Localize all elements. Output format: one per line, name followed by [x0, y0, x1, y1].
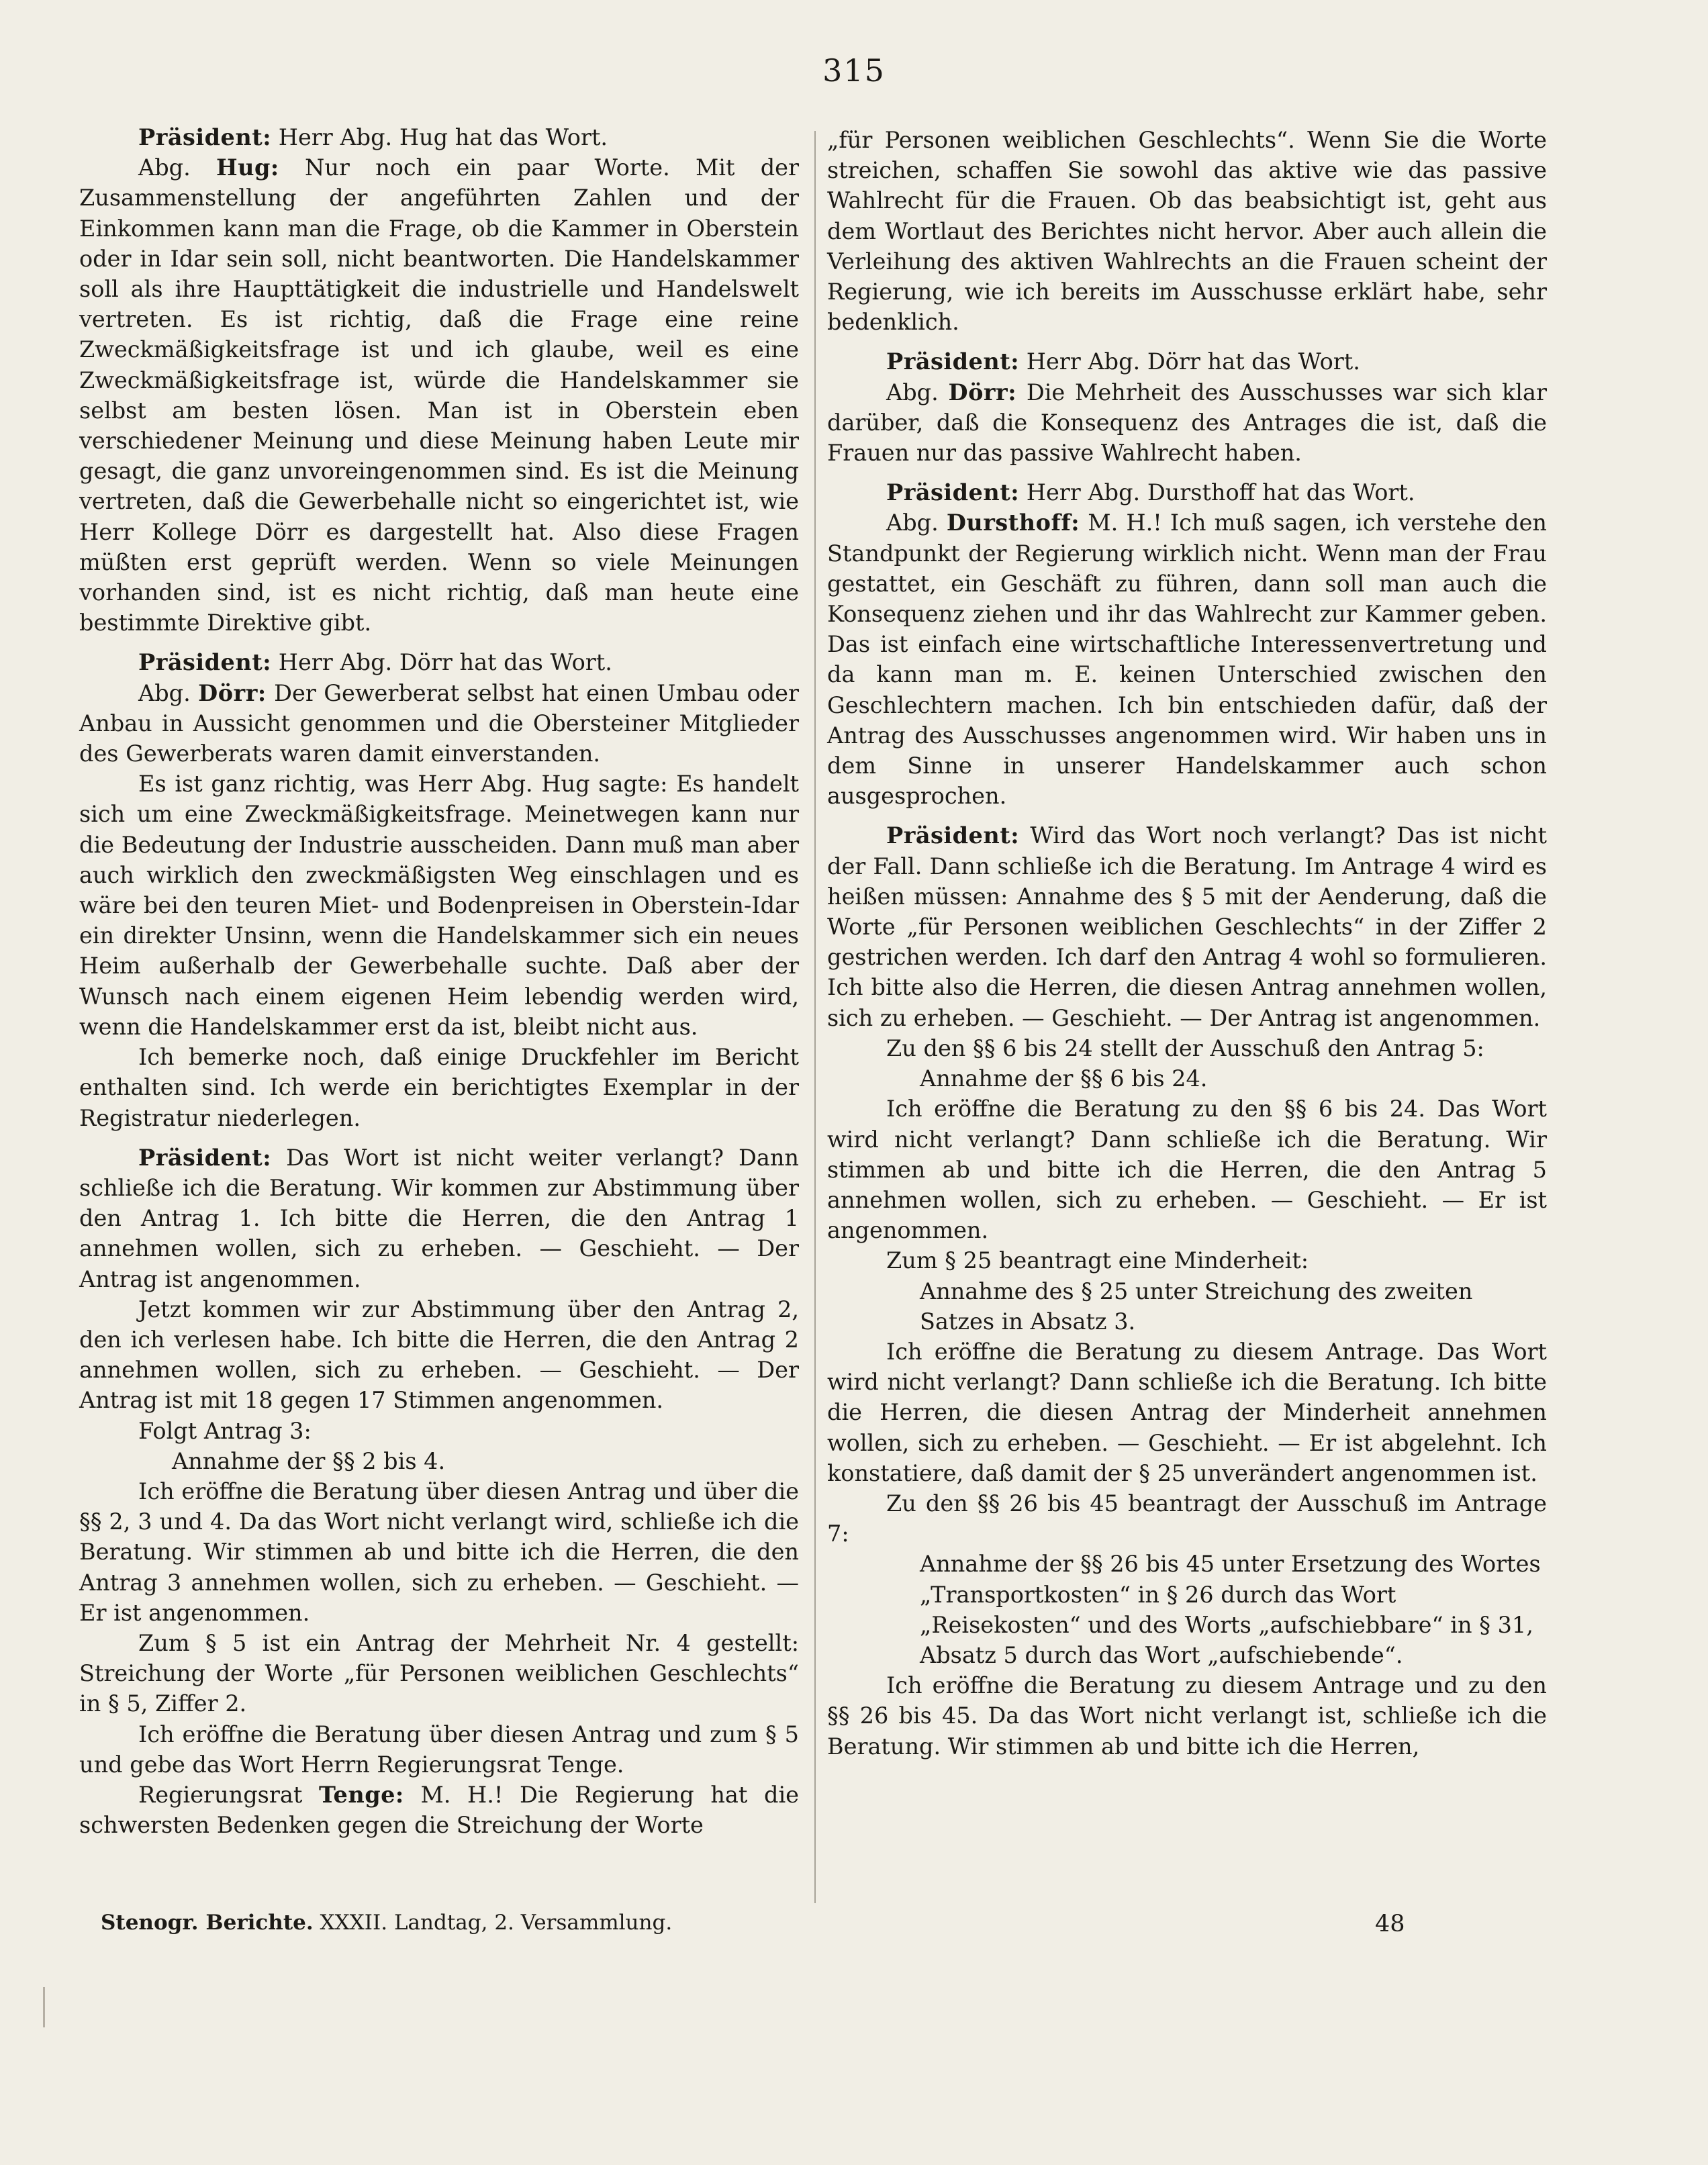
speaker-prefix: Abg. [886, 510, 947, 536]
paragraph: Es ist ganz richtig, was Herr Abg. Hug sagte: Es handelt sich um eine Zweckmäßigkeitsfrage. Meinetwegen kann nur die Bedeutung der Industrie ausscheiden. Dann muß man aber auch wirklich den zweckmäßigsten Weg einschlagen und es wäre bei den teuren Miet- und Bodenpreisen in Oberstein-Idar ein direkter Unsinn, wenn die Handelskammer sich ein neues Heim außerhalb der Gewerbehalle suchte. Daß aber der Wunsch nach einem eigenen Heim lebendig werden wird, wenn die Handelskammer erst da ist, bleibt nicht aus. [79, 771, 799, 1040]
paragraph-text: Nur noch ein paar Worte. Mit der Zusammenstellung der angeführten Zahlen und der Einkommen kann man die Frage, ob die Kammer in Oberstein oder in Idar sein soll, nicht beantworten. Die Handelskammer soll als ihre Haupttätigkeit die industrielle und Handelswelt vertreten. Es ist richtig, daß die Frage eine reine Zweckmäßigkeitsfrage ist und ich glaube, weil es eine Zweckmäßigkeitsfrage ist, würde die Handelskammer sie selbst am besten lösen. Man ist in Oberstein eben verschiedener Meinung und diese Meinung haben Leute mir gesagt, die ganz unvoreingenommen sind. Es ist die Meinung vertreten, daß die Gewerbehalle nicht so eingerichtet ist, wie Herr Kollege Dörr es dargestellt hat. Also diese Fragen müßten erst geprüft werden. Wenn so viele Meinungen vorhanden sind, ist es nicht richtig, daß man heute eine bestimmte Direktive gibt. [79, 154, 799, 636]
paragraph [79, 152, 799, 638]
paragraph [827, 820, 1547, 1032]
paragraph: Ich eröffne die Beratung zu diesem Antrage. Das Wort wird nicht verlangt? Dann schließe ich die Beratung. Ich bitte die Herren, die diesen Antrag der Minderheit annehmen wollen, sich zu erheben. — Geschieht. — Er ist abgelehnt. Ich konstatiere, daß damit der § 25 unverändert angenommen ist. [827, 1338, 1547, 1486]
paragraph-text: M. H.! Die Regierung hat die schwersten Bedenken gegen die Streichung der Worte [79, 1781, 799, 1839]
paragraph [79, 122, 799, 152]
page-number: 315 [822, 52, 886, 89]
paragraph: Folgt Antrag 3: [138, 1417, 312, 1444]
motion-text: Annahme des § 25 unter Streichung des zweiten Satzes in Absatz 3. [920, 1278, 1473, 1335]
paragraph [79, 678, 799, 769]
paragraph: Ich eröffne die Beratung zu diesem Antrage und zu den §§ 26 bis 45. Da das Wort nicht verlangt ist, schließe ich die Beratung. Wir stimmen ab und bitte ich die Herren, [827, 1672, 1547, 1760]
paragraph: „für Personen weiblichen Geschlechts“. Wenn Sie die Worte streichen, schaffen Sie sowohl das aktive wie das passive Wahlrecht für die Frauen. Ob das beabsichtigt ist, geht aus dem Wortlaut des Berichtes nicht hervor. Aber auch allein die Verleihung des aktiven Wahlrechts an die Frauen scheint der Regierung, wie ich bereits im Ausschusse erklärt habe, sehr bedenklich. [827, 127, 1547, 336]
paragraph [827, 508, 1547, 811]
paragraph-text: Das Wort ist nicht weiter verlangt? Dann schließe ich die Beratung. Wir kommen zur Abstimmung über den Antrag 1. Ich bitte die Herren, die den Antrag 1 annehmen wollen, sich zu erheben. — Geschieht. — Der Antrag ist angenommen. [79, 1144, 799, 1292]
speaker-label: Tenge: [318, 1781, 404, 1808]
motion-text: Annahme der §§ 2 bis 4. [172, 1447, 446, 1474]
motion-text: Annahme der §§ 26 bis 45 unter Ersetzung des Wortes „Transportkosten“ in § 26 durch das Wort „Reisekosten“ und des Worts „aufschiebbare“ in § 31, Absatz 5 durch das Wort „aufschiebende“. [920, 1551, 1541, 1668]
speaker-prefix: Abg. [138, 679, 199, 706]
speaker-label: Präsident: [138, 124, 272, 150]
paragraph: Zum § 5 ist ein Antrag der Mehrheit Nr. 4 gestellt: Streichung der Worte „für Personen weiblichen Geschlechts“ in § 5, Ziffer 2. [79, 1629, 799, 1717]
speaker-label: Präsident: [886, 822, 1020, 849]
paragraph-text: Herr Abg. Dörr hat das Wort. [271, 649, 612, 676]
left-column [79, 122, 799, 1840]
speaker-prefix: Abg. [886, 379, 949, 405]
speaker-label: Dursthoff: [946, 510, 1080, 536]
paragraph-text: M. H.! Ich muß sagen, ich verstehe den Standpunkt der Regierung wirklich nicht. Wenn man der Frau gestattet, ein Geschäft zu führen, dann soll man auch die Konsequenz ziehen und ihr das Wahlrecht zur Kammer geben. Das ist einfach eine wirtschaftliche Interessenvertretung und da kann man m. E. keinen Unterschied zwischen den Geschlechtern machen. Ich bin entschieden dafür, daß der Antrag des Ausschusses angenommen wird. Wir haben uns in dem Sinne in unserer Handelskammer auch schon ausgesprochen. [827, 510, 1547, 810]
speaker-prefix: Abg. [138, 154, 216, 181]
paragraph-text: Herr Abg. Dörr hat das Wort. [1019, 348, 1360, 375]
speaker-label: Präsident: [886, 479, 1020, 506]
sheet-number: 48 [1375, 1911, 1405, 1937]
speaker-label: Präsident: [138, 649, 272, 676]
paragraph: Ich eröffne die Beratung über diesen Antrag und über die §§ 2, 3 und 4. Da das Wort nicht verlangt wird, schließe ich die Beratung. Wir stimmen ab und bitte ich die Herren, die den Antrag 3 annehmen wollen, sich zu erheben. — Geschieht. — Er ist angenommen. [79, 1478, 799, 1626]
paragraph-text: Wird das Wort noch verlangt? Das ist nicht der Fall. Dann schließe ich die Beratung. Im Antrage 4 wird es heißen müssen: Annahme des § 5 mit der Aenderung, daß die Worte „für Personen weiblichen Geschlechts“ in der Ziffer 2 gestrichen werden. Ich darf den Antrag 4 wohl so formulieren. Ich bitte also die Herren, die diesen Antrag annehmen wollen, sich zu erheben. — Geschieht. — Der Antrag ist angenommen. [827, 822, 1547, 1031]
speaker-label: Hug: [216, 154, 279, 181]
paragraph [79, 647, 799, 677]
paragraph [827, 346, 1547, 377]
speaker-label: Dörr: [948, 379, 1017, 405]
paragraph: Ich eröffne die Beratung über diesen Antrag und zum § 5 und gebe das Wort Herrn Regierungsrat Tenge. [79, 1721, 799, 1778]
speaker-label: Dörr: [198, 679, 267, 706]
motion-text: Annahme der §§ 6 bis 24. [920, 1065, 1208, 1092]
paragraph-text: Herr Abg. Hug hat das Wort. [271, 124, 608, 150]
footer-series: Stenogr. Berichte. [101, 1911, 314, 1935]
paragraph: Zu den §§ 26 bis 45 beantragt der Ausschuß im Antrage 7: [827, 1490, 1547, 1547]
paragraph-text: Die Mehrheit des Ausschusses war sich klar darüber, daß die Konsequenz des Antrages die ist, daß die Frauen nur das passive Wahlrecht haben. [827, 379, 1548, 467]
speaker-label: Präsident: [138, 1144, 272, 1171]
footer-session: XXXII. Landtag, 2. Versammlung. [320, 1911, 673, 1935]
paragraph [79, 1780, 799, 1840]
paragraph: Jetzt kommen wir zur Abstimmung über den Antrag 2, den ich verlesen habe. Ich bitte die Herren, die den Antrag 2 annehmen wollen, sich zu erheben. — Geschieht. — Der Antrag ist mit 18 gegen 17 Stimmen angenommen. [79, 1296, 799, 1414]
margin-mark [43, 1987, 45, 2027]
paragraph: Ich eröffne die Beratung zu den §§ 6 bis 24. Das Wort wird nicht verlangt? Dann schließe ich die Beratung. Wir stimmen ab und bitte ich die Herren, die den Antrag 5 annehmen wollen, sich zu erheben. — Geschieht. — Er ist angenommen. [827, 1096, 1547, 1244]
paragraph [827, 377, 1547, 469]
speaker-prefix: Regierungsrat [138, 1781, 319, 1808]
paragraph: Ich bemerke noch, daß einige Druckfehler im Bericht enthalten sind. Ich werde ein berichtigtes Exemplar in der Registratur niederlegen. [79, 1044, 799, 1131]
right-column [827, 125, 1547, 1762]
paragraph [827, 477, 1547, 508]
speaker-label: Präsident: [886, 348, 1020, 375]
footer [101, 1911, 1443, 1935]
paragraph: Zum § 25 beantragt eine Minderheit: [886, 1247, 1309, 1274]
paragraph-text: Herr Abg. Dursthoff hat das Wort. [1019, 479, 1415, 506]
paragraph-text: Der Gewerberat selbst hat einen Umbau oder Anbau in Aussicht genommen und die Obersteiner Mitglieder des Gewerberats waren damit einverstanden. [79, 679, 799, 767]
column-divider [814, 131, 816, 1903]
paragraph: Zu den §§ 6 bis 24 stellt der Ausschuß den Antrag 5: [886, 1035, 1484, 1061]
paragraph [79, 1143, 799, 1294]
